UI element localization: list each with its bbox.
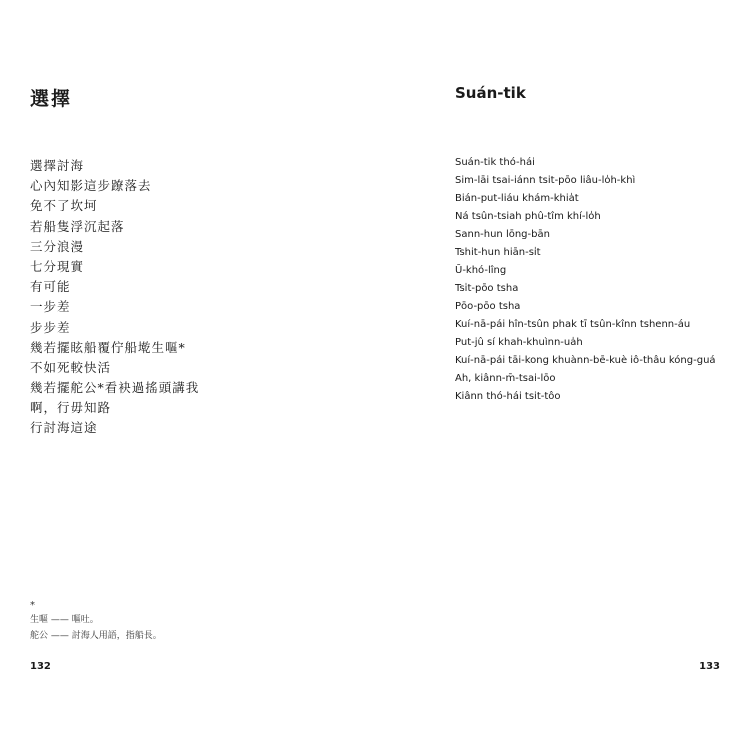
poem-line-romanized: Sim-lāi tsai-iánn tsit-pōo liâu-lo̍h-khì [455,175,636,186]
poem-line-han: 一步差 [30,299,71,315]
poem-line-han: 心內知影這步蹽落去 [30,178,152,194]
poem-line-han: 幾若擺舵公*看袂過搖頭講我 [30,380,200,396]
poem-line-han: 不如死較快活 [30,359,112,375]
poem-line-romanized: Tsi̍t-pōo tsha [455,283,519,294]
poem-line-han: 啊，行毋知路 [30,400,112,416]
page-number-left: 132 [30,661,51,672]
poem-line-romanized: Ná tsûn-tsiah phû-tîm khí-lo̍h [455,211,601,222]
poem-line-romanized: Suán-tik thó-hái [455,157,535,168]
poem-line-han: 步步差 [30,319,71,335]
poem-line-romanized: Put-jû sí khah-khuìnn-ua̍h [455,337,583,348]
poem-line-romanized: Ah, kiânn-m̄-tsai-lōo [455,373,556,384]
poem-line-han: 幾若擺眩船覆佇船墘生嘔* [30,339,186,355]
poem-line-han: 若船隻浮沉起落 [30,218,125,234]
poem-title-romanized: Suán-tik [455,84,526,102]
poem-line-romanized: Bián-put-liáu khám-khia̍t [455,193,579,204]
page-number-right: 133 [699,661,720,672]
poem-line-romanized: Ū-khó-lîng [455,265,507,276]
poem-line-han: 選擇討海 [30,158,85,173]
poem-line-han: 有可能 [30,279,71,295]
poem-lines-han [30,156,199,439]
poem-lines-romanized [455,154,716,406]
footnotes [30,600,162,644]
poem-line-han: 三分浪漫 [30,238,85,254]
footnote: 舵公 —— 討海人用語，指船長。 [30,631,162,641]
poem-line-romanized: Pōo-pōo tsha [455,301,521,312]
poem-line-romanized: Kuí-nā-pái hîn-tsûn phak tī tsûn-kînn tshenn-áu [455,319,691,330]
poem-title-han: 選擇 [30,88,73,110]
right-page [375,0,750,750]
poem-line-romanized: Kiânn thó-hái tsit-tôo [455,391,561,402]
poem-line-romanized: Sann-hun lōng-bān [455,229,550,240]
poem-line-han: 七分現實 [30,258,85,274]
footnote-marker: * [30,600,35,611]
poem-line-romanized: Kuí-nā-pái tāi-kong khuànn-bē-kuè iô-thâu kóng-guá [455,355,716,366]
poem-line-han: 行討海這途 [30,420,98,436]
poem-line-han: 免不了坎坷 [30,198,98,214]
poem-line-romanized: Tshit-hun hiān-si̍t [455,247,541,258]
footnote: 生嘔 —— 嘔吐。 [30,615,99,625]
